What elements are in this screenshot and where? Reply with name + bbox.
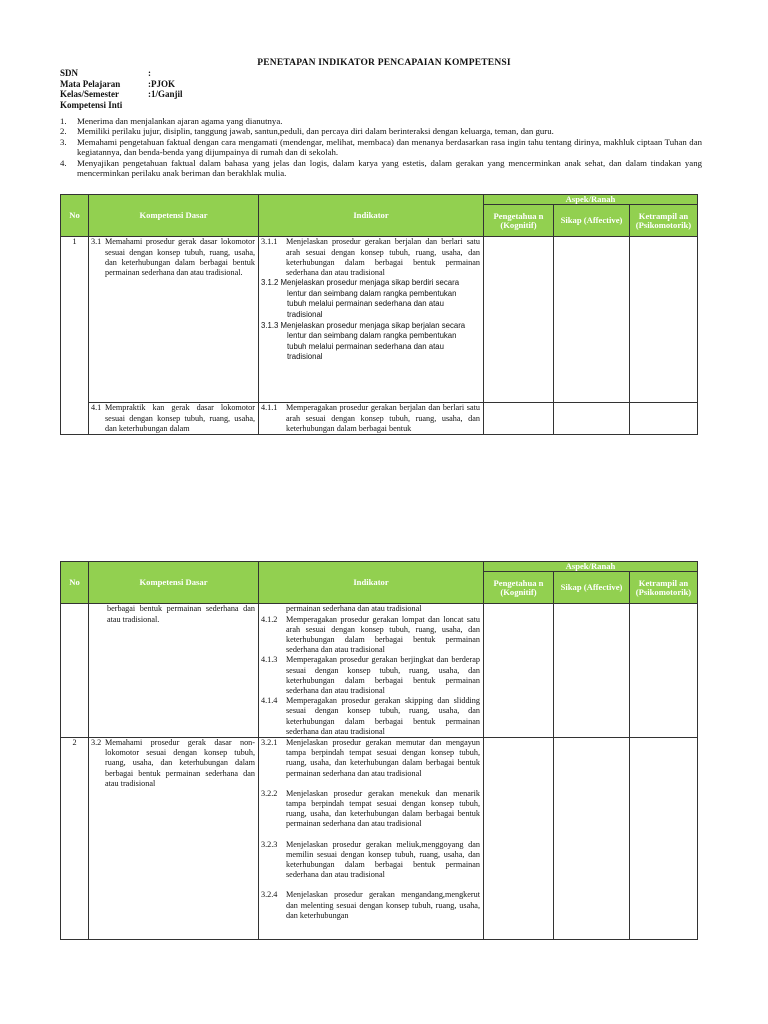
meta-value: :1/Ganjil xyxy=(148,89,183,100)
indikator-number: 4.1.2 xyxy=(261,614,278,624)
header-aspek-ranah: Aspek/Ranah xyxy=(484,195,698,205)
meta-label: Kompetensi Inti xyxy=(60,99,123,110)
indikator-text: Menjelaskan prosedur gerakan berjalan dan berlari satu arah sesuai dengan konsep tubuh, ruang, usaha, dan keterhubungan dalam berbagai bentuk permainan sederhana dan atau tradisional xyxy=(286,237,480,278)
header-kompetensi-dasar: Kompetensi Dasar xyxy=(89,195,259,237)
indikator-number: 4.1.3 xyxy=(261,655,278,665)
indikator-text: Memperagakan prosedur gerakan berjingkat dan berderap sesuai dengan konsep tubuh, ruang, usaha, dan keterhubungan dalam berbagai bentuk permainan sederhana dan atau tradisional xyxy=(286,655,480,696)
kd-text: Memahami prosedur gerak dasar lokomotor sesuai dengan konsep tubuh, ruang, usaha, dan keterhubungan dalam berbagai bentuk permainan sederhana dan atau tradisional. xyxy=(105,237,255,278)
ki-text: Menerima dan menjalankan ajaran agama yang dianutnya. xyxy=(77,116,283,126)
ki-number: 3. xyxy=(60,136,67,147)
meta-label: Mata Pelajaran xyxy=(60,78,121,89)
row-number: 2 xyxy=(61,738,89,940)
header-keterampilan: Ketrampil an (Psikomotorik) xyxy=(630,205,698,237)
meta-kelas-semester xyxy=(60,89,183,100)
kompetensi-inti-list xyxy=(60,116,702,178)
indikator-item xyxy=(259,278,483,363)
table-row xyxy=(61,604,698,738)
page-title: PENETAPAN INDIKATOR PENCAPAIAN KOMPETENSI xyxy=(257,58,511,68)
pengetahuan-cell xyxy=(484,738,554,940)
ki-item xyxy=(60,116,702,126)
keterampilan-cell xyxy=(630,604,698,738)
indikator-line: tubuh melalui permainan sederhana dan atau tradisional xyxy=(287,341,444,362)
indikator-cell xyxy=(259,738,484,940)
ki-number: 2. xyxy=(60,126,67,137)
indikator-text: Memperagakan prosedur gerakan skipping dan slidding sesuai dengan konsep tubuh, ruang, usaha, dan keterhubungan dalam berbagai bentuk permainan sederhana dan atau tradisional xyxy=(286,696,480,736)
document-meta xyxy=(60,68,183,110)
indikator-line: lentur dan seimbang dalam rangka pembentukan xyxy=(287,331,457,341)
table-row xyxy=(61,237,698,403)
pengetahuan-cell xyxy=(484,237,554,403)
meta-kompetensi-inti xyxy=(60,100,183,111)
ki-text: Memahami pengetahuan faktual dengan cara mengamati (mendengar, melihat, membaca) dan menanya berdasarkan rasa ingin tahu tentang dirinya, makhluk ciptaan Tuhan dan kegiatannya, dan benda-benda yang dijumpainya di rumah dan di sekolah. xyxy=(77,136,702,158)
meta-value: :PJOK xyxy=(148,78,175,89)
kd-text: berbagai bentuk permainan sederhana dan atau tradisional. xyxy=(107,604,255,624)
indikator-number: 3.2.1 xyxy=(261,738,278,748)
sikap-cell xyxy=(554,237,630,403)
indikator-text: Menjelaskan prosedur gerakan meliuk,menggoyang dan memilin sesuai dengan konsep tubuh, ruang, usaha, dan keterhubungan dalam berbagai bentuk permainan sederhana dan atau tradisional xyxy=(286,839,480,880)
indikator-text: Menjelaskan prosedur gerakan memutar dan mengayun tampa berpindah tempat sesuai dengan konsep tubuh, ruang, usaha, dan keterhubungan dalam berbagai bentuk permainan sederhana dan atau tradisional xyxy=(286,738,480,778)
meta-label: SDN xyxy=(60,68,79,78)
indikator-text: Menjelaskan prosedur gerakan mengandang,mengkerut dan melenting sesuai dengan konsep tubuh, ruang, usaha, dan keterhubungan xyxy=(286,890,480,920)
indikator-table-2 xyxy=(60,561,698,940)
indikator-cell xyxy=(259,237,484,403)
header-no: No xyxy=(61,195,89,237)
ki-text: Menyajikan pengetahuan faktual dalam bahasa yang jelas dan logis, dalam karya yang estetis, dalam gerakan yang mencerminkan anak sehat, dan dalam tindakan yang mencerminkan perilaku anak beriman dan berakhlak mulia. xyxy=(77,157,702,179)
table-row xyxy=(61,738,698,940)
indikator-number: 4.1.4 xyxy=(261,696,278,706)
header-keterampilan: Ketrampil an (Psikomotorik) xyxy=(630,572,698,604)
ki-item xyxy=(60,137,702,158)
kd-text: Mempraktik kan gerak dasar lokomotor sesuai dengan konsep tubuh, ruang, usaha, dan keterhubungan dalam xyxy=(105,403,255,433)
kd-cell xyxy=(89,403,259,435)
keterampilan-cell xyxy=(630,738,698,940)
kd-cell xyxy=(89,604,259,738)
header-indikator: Indikator xyxy=(259,195,484,237)
header-indikator: Indikator xyxy=(259,562,484,604)
sikap-cell xyxy=(554,403,630,435)
ki-text: Memiliki perilaku jujur, disiplin, tanggung jawab, santun,peduli, dan percaya diri dalam berinteraksi dengan keluarga, teman, dan guru. xyxy=(77,126,554,137)
meta-mata-pelajaran xyxy=(60,79,183,90)
indikator-text: Memperagakan prosedur gerakan berjalan dan berlari satu arah sesuai dengan konsep tubuh, ruang, usaha, dan keterhubungan dalam berbagai bentuk xyxy=(286,403,480,433)
kd-number: 3.2 xyxy=(91,738,102,748)
sikap-cell xyxy=(554,604,630,738)
indikator-text: Memperagakan prosedur gerakan lompat dan loncat satu arah sesuai dengan konsep tubuh, ruang, usaha, dan keterhubungan dalam berbagai bentuk permainan sederhana dan atau tradisional xyxy=(286,614,480,655)
indikator-number: 3.2.4 xyxy=(261,890,278,900)
indikator-line: 3.1.3 Menjelaskan prosedur menjaga sikap berjalan secara xyxy=(261,320,466,330)
sikap-cell xyxy=(554,738,630,940)
header-pengetahuan: Pengetahua n (Kognitif) xyxy=(484,572,554,604)
header-sikap: Sikap (Affective) xyxy=(554,572,630,604)
kd-number: 4.1 xyxy=(91,403,102,413)
row-number xyxy=(61,604,89,738)
indikator-number: 4.1.1 xyxy=(261,403,278,413)
ki-item xyxy=(60,126,702,136)
indikator-text: permainan sederhana dan atau tradisional xyxy=(286,604,422,614)
table-row xyxy=(61,403,698,435)
kd-cell xyxy=(89,237,259,403)
kd-text: Memahami prosedur gerak dasar non-lokomotor sesuai dengan konsep tubuh, ruang, usaha, dan keterhubungan dalam berbagai bentuk permainan sederhana dan atau tradisional xyxy=(105,738,255,788)
pengetahuan-cell xyxy=(484,403,554,435)
kd-cell xyxy=(89,738,259,940)
pengetahuan-cell xyxy=(484,604,554,738)
ki-item xyxy=(60,158,702,179)
header-sikap: Sikap (Affective) xyxy=(554,205,630,237)
meta-label: Kelas/Semester xyxy=(60,89,119,100)
header-no: No xyxy=(61,562,89,604)
indikator-cell xyxy=(259,604,484,738)
header-pengetahuan: Pengetahua n (Kognitif) xyxy=(484,205,554,237)
meta-sdn xyxy=(60,68,183,79)
indikator-cell xyxy=(259,403,484,435)
indikator-number: 3.2.3 xyxy=(261,839,278,849)
header-kompetensi-dasar: Kompetensi Dasar xyxy=(89,562,259,604)
indikator-text: Menjelaskan prosedur gerakan menekuk dan menarik tampa berpindah tempat sesuai dengan konsep tubuh, ruang, usaha, dan keterhubungan dalam berbagai bentuk permainan sederhana dan atau tradisional xyxy=(286,788,480,829)
header-aspek-ranah: Aspek/Ranah xyxy=(484,562,698,572)
kd-number: 3.1 xyxy=(91,237,102,247)
meta-value: : xyxy=(148,68,151,78)
indikator-line: lentur dan seimbang dalam rangka pembentukan xyxy=(287,288,457,298)
indikator-number: 3.1.1 xyxy=(261,237,278,247)
indikator-line: tubuh melalui permainan sederhana dan atau tradisional xyxy=(287,299,444,319)
indikator-line: 3.1.2 Menjelaskan prosedur menjaga sikap berdiri secara xyxy=(261,278,460,288)
ki-number: 4. xyxy=(60,157,67,168)
ki-number: 1. xyxy=(60,116,67,126)
keterampilan-cell xyxy=(630,403,698,435)
indikator-number: 3.2.2 xyxy=(261,788,278,798)
keterampilan-cell xyxy=(630,237,698,403)
indikator-table-1 xyxy=(60,194,698,435)
row-number: 1 xyxy=(61,237,89,435)
